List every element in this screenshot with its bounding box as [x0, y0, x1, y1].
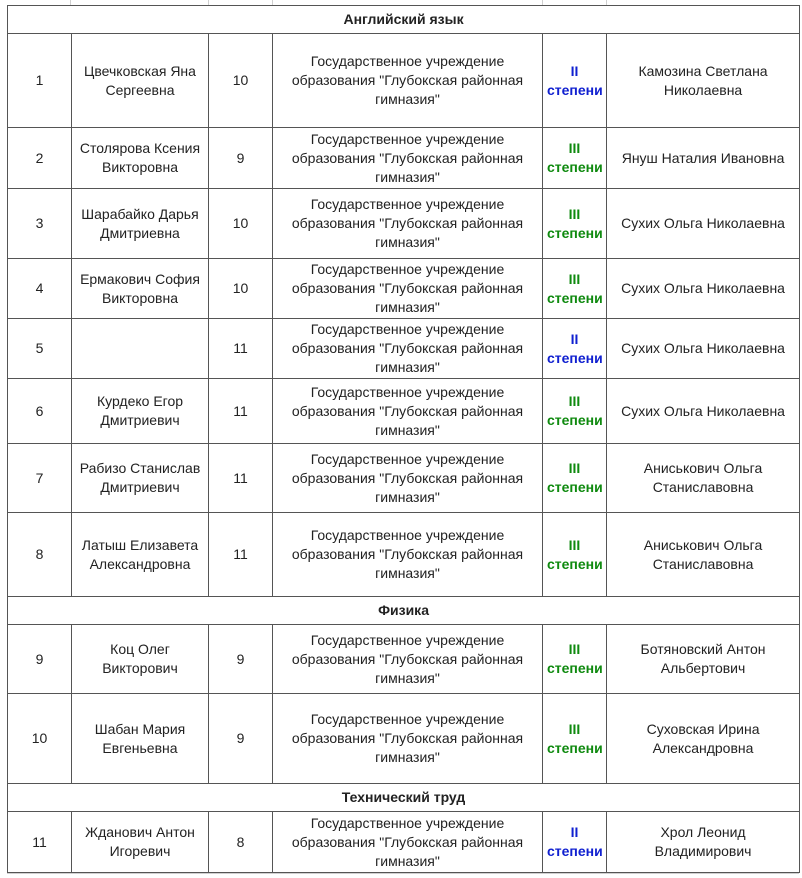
cell-name — [72, 319, 209, 379]
cell-grade: 10 — [209, 34, 273, 128]
cell-teacher: Аниськович Ольга Станиславовна — [607, 513, 800, 597]
degree-word: степени — [547, 349, 603, 366]
cell-degree — [543, 694, 607, 784]
section-header-row — [8, 597, 800, 625]
cell-school: Государственное учреждение образования "Глубокская районная гимназия" — [273, 189, 543, 259]
cell-school: Государственное учреждение образования "Глубокская районная гимназия" — [273, 444, 543, 513]
degree-roman: III — [568, 393, 581, 409]
section-title: Физика — [8, 597, 800, 625]
table-row — [8, 379, 800, 444]
cell-degree — [543, 513, 607, 597]
cell-name: Рабизо Станислав Дмитриевич — [72, 444, 209, 513]
degree-roman: III — [568, 140, 581, 156]
degree-roman: III — [568, 536, 581, 553]
degree-word: степени — [547, 843, 603, 859]
cell-school: Государственное учреждение образования "Глубокская районная гимназия" — [273, 319, 543, 379]
degree-roman: III — [568, 720, 581, 737]
cell-grade: 11 — [209, 319, 273, 379]
cell-name: Курдеко Егор Дмитриевич — [72, 379, 209, 444]
cell-degree — [543, 444, 607, 513]
cell-number: 5 — [8, 319, 72, 379]
cell-school: Государственное учреждение образования "Глубокская районная гимназия" — [273, 379, 543, 444]
section-title: Английский язык — [8, 6, 800, 34]
table-row — [8, 189, 800, 259]
cell-teacher: Ботяновский Антон Альбертович — [607, 625, 800, 694]
cell-teacher: Сухих Ольга Николаевна — [607, 189, 800, 259]
cell-teacher: Сухих Ольга Николаевна — [607, 379, 800, 444]
degree-word: степени — [547, 81, 603, 98]
cell-name: Шабан Мария Евгеньевна — [72, 694, 209, 784]
cell-number: 4 — [8, 259, 72, 319]
cell-name: Цвечковская Яна Сергеевна — [72, 34, 209, 128]
degree-word: степени — [547, 555, 603, 572]
cell-grade: 10 — [209, 189, 273, 259]
cell-school: Государственное учреждение образования "Глубокская районная гимназия" — [273, 34, 543, 128]
degree-word: степени — [547, 739, 603, 756]
cell-number: 7 — [8, 444, 72, 513]
cell-number: 8 — [8, 513, 72, 597]
section-header-row — [8, 6, 800, 34]
table-row — [8, 625, 800, 694]
degree-roman: III — [568, 205, 581, 222]
cell-degree — [543, 379, 607, 444]
cell-teacher: Сухих Ольга Николаевна — [607, 319, 800, 379]
cell-name: Коц Олег Викторович — [72, 625, 209, 694]
cell-school: Государственное учреждение образования "Глубокская районная гимназия" — [273, 128, 543, 189]
cell-grade: 11 — [209, 513, 273, 597]
degree-word: степени — [547, 224, 603, 241]
cell-teacher: Аниськович Ольга Станиславовна — [607, 444, 800, 513]
cell-grade: 9 — [209, 128, 273, 189]
table-row — [8, 34, 800, 128]
table-row — [8, 694, 800, 784]
degree-roman: II — [570, 824, 579, 840]
cell-degree — [543, 34, 607, 128]
cell-teacher: Камозина Светлана Николаевна — [607, 34, 800, 128]
table-row — [8, 259, 800, 319]
cell-teacher: Суховская Ирина Александровна — [607, 694, 800, 784]
table-row — [8, 319, 800, 379]
results-table-body — [8, 6, 800, 873]
cell-grade: 11 — [209, 444, 273, 513]
cell-grade: 10 — [209, 259, 273, 319]
cell-grade: 8 — [209, 812, 273, 873]
cell-teacher: Януш Наталия Ивановна — [607, 128, 800, 189]
degree-word: степени — [547, 412, 603, 428]
sheet-bottom-gridline — [7, 873, 799, 874]
cell-name: Столярова Ксения Викторовна — [72, 128, 209, 189]
cell-school: Государственное учреждение образования "Глубокская районная гимназия" — [273, 259, 543, 319]
cell-school: Государственное учреждение образования "Глубокская районная гимназия" — [273, 513, 543, 597]
cell-number: 6 — [8, 379, 72, 444]
cell-degree — [543, 625, 607, 694]
section-title: Технический труд — [8, 784, 800, 812]
degree-word: степени — [547, 479, 603, 495]
cell-school: Государственное учреждение образования "Глубокская районная гимназия" — [273, 625, 543, 694]
degree-roman: II — [570, 330, 579, 347]
table-row — [8, 513, 800, 597]
degree-roman: III — [568, 641, 581, 657]
cell-name: Латыш Елизавета Александровна — [72, 513, 209, 597]
cell-grade: 11 — [209, 379, 273, 444]
cell-number: 2 — [8, 128, 72, 189]
degree-roman: III — [568, 270, 581, 287]
cell-number: 11 — [8, 812, 72, 873]
cell-school: Государственное учреждение образования "Глубокская районная гимназия" — [273, 812, 543, 873]
cell-teacher: Хрол Леонид Владимирович — [607, 812, 800, 873]
degree-roman: II — [570, 62, 579, 79]
cell-name: Ермакович София Викторовна — [72, 259, 209, 319]
cell-number: 1 — [8, 34, 72, 128]
cell-degree — [543, 259, 607, 319]
cell-teacher: Сухих Ольга Николаевна — [607, 259, 800, 319]
cell-name: Шарабайко Дарья Дмитриевна — [72, 189, 209, 259]
table-row — [8, 128, 800, 189]
table-row — [8, 812, 800, 873]
degree-roman: III — [568, 460, 581, 476]
cell-degree — [543, 128, 607, 189]
table-row — [8, 444, 800, 513]
degree-word: степени — [547, 159, 603, 175]
cell-degree — [543, 189, 607, 259]
cell-number: 10 — [8, 694, 72, 784]
cell-number: 3 — [8, 189, 72, 259]
results-table — [7, 5, 800, 873]
section-header-row — [8, 784, 800, 812]
cell-number: 9 — [8, 625, 72, 694]
cell-name: Жданович Антон Игоревич — [72, 812, 209, 873]
cell-degree — [543, 319, 607, 379]
cell-grade: 9 — [209, 625, 273, 694]
cell-degree — [543, 812, 607, 873]
cell-school: Государственное учреждение образования "Глубокская районная гимназия" — [273, 694, 543, 784]
cell-grade: 9 — [209, 694, 273, 784]
degree-word: степени — [547, 660, 603, 676]
degree-word: степени — [547, 289, 603, 306]
